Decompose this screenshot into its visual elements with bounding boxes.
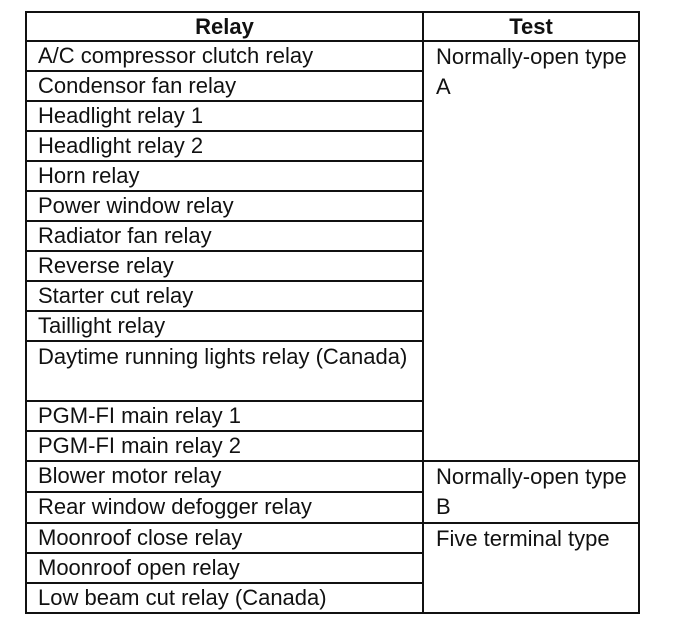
relay-cell: Headlight relay 2 bbox=[26, 131, 423, 161]
relay-cell: PGM-FI main relay 1 bbox=[26, 401, 423, 431]
relay-cell: Low beam cut relay (Canada) bbox=[26, 583, 423, 613]
test-cell-five-terminal: Five terminal type bbox=[423, 523, 639, 613]
relay-cell: Headlight relay 1 bbox=[26, 101, 423, 131]
relay-column-header: Relay bbox=[26, 12, 423, 41]
relay-cell: PGM-FI main relay 2 bbox=[26, 431, 423, 461]
relay-cell: A/C compressor clutch relay bbox=[26, 41, 423, 71]
relay-cell: Radiator fan relay bbox=[26, 221, 423, 251]
header-row bbox=[26, 12, 639, 41]
table-row bbox=[26, 523, 639, 553]
table-row bbox=[26, 461, 639, 492]
relay-cell: Reverse relay bbox=[26, 251, 423, 281]
relay-cell: Daytime running lights relay (Canada) bbox=[26, 341, 423, 401]
test-cell-type-b: Normally-open type B bbox=[423, 461, 639, 523]
relay-cell: Moonroof close relay bbox=[26, 523, 423, 553]
relay-test-table bbox=[25, 11, 640, 614]
table-row bbox=[26, 41, 639, 71]
relay-cell: Rear window defogger relay bbox=[26, 492, 423, 523]
relay-cell: Moonroof open relay bbox=[26, 553, 423, 583]
relay-cell: Starter cut relay bbox=[26, 281, 423, 311]
relay-cell: Horn relay bbox=[26, 161, 423, 191]
test-column-header: Test bbox=[423, 12, 639, 41]
test-cell-type-a: Normally-open type A bbox=[423, 41, 639, 461]
relay-cell: Condensor fan relay bbox=[26, 71, 423, 101]
relay-cell: Blower motor relay bbox=[26, 461, 423, 492]
relay-cell: Taillight relay bbox=[26, 311, 423, 341]
relay-cell: Power window relay bbox=[26, 191, 423, 221]
